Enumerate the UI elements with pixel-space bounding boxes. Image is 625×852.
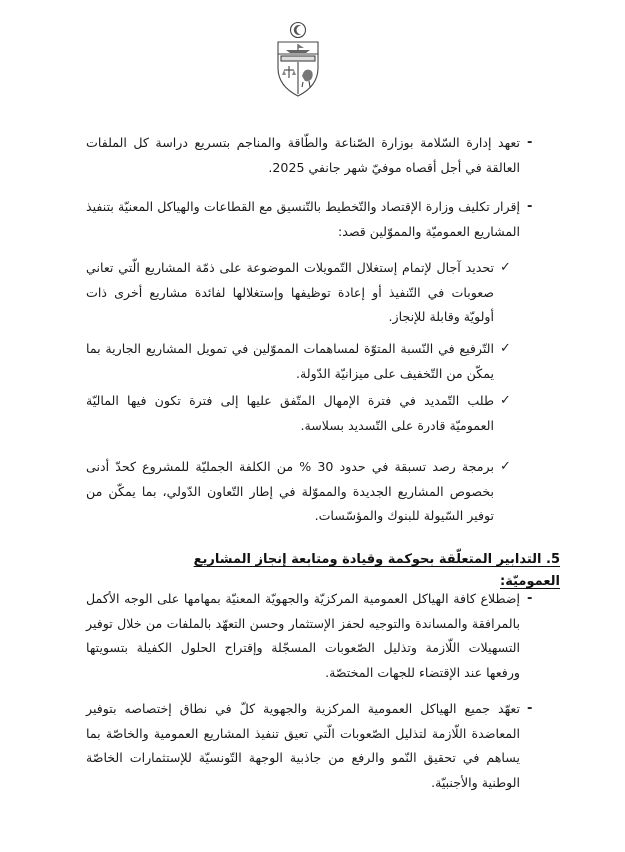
paragraph-bullet-4: تعهّد جميع الهياكل العمومية المركزية والجهوية كلّ في نطاق إختصاصه بتوفير المعاضدة اللّازمة لتذليل الصّعوبات الّتي تعيق تنفيذ المشاريع العمومية والخاصّة بما يساهم في تحقيق النّمو والرفع من جاذبية الوجهة التّونسيّة للإستثمارات الخاصّة الوطنية والأجنبيّة. [86, 701, 520, 790]
paragraph-bullet-1: تعهد إدارة السّلامة بوزارة الصّناعة والطّاقة والمناجم بتسريع دراسة كل الملفات العالقة في أجل أقصاه موفيّ شهر جانفي 2025. [86, 135, 520, 175]
check-item-4: برمجة رصد تسبقة في حدود 30 % من الكلفة الجمليّة للمشروع كحدّ أدنى بخصوص المشاريع الجديدة والمموّلة في إطار التّعاون الدّولي، بما يمكّن من توفير السّيولة للبنوك والمؤسّسات. [86, 459, 494, 523]
check-item-2: التّرفيع في النّسبة المتوّة لمساهمات المموّلين في تمويل المشاريع الجارية بما يمكّن من التّخفيف على ميزانيّة الدّولة. [86, 341, 494, 381]
check-item-1: تحديد آجال لإتمام إستغلال التّمويلات الموضوعة على ذمّة المشاريع الّتي تعاني صعوبات في التّنفيذ أو إعادة توظيفها وإستغلالها لفائدة مشاريع أخرى ذات أولويّة وقابلة للإنجاز. [86, 260, 494, 324]
check-icon: ✓ [500, 260, 511, 275]
paragraph-bullet-2: إقرار تكليف وزارة الإقتصاد والتّخطيط بالتّنسيق مع القطاعات والهياكل المعنيّة بتنفيذ المشاريع العموميّة والمموّلين قصد: [86, 199, 520, 239]
check-icon: ✓ [500, 341, 511, 356]
bullet-dash-marker: - [527, 135, 533, 150]
check-item-3: طلب التّمديد في فترة الإمهال المتّفق عليها إلى فترة تكون فيها الماليّة العموميّة قادرة على التّسديد بسلاسة. [86, 393, 494, 433]
bullet-dash-marker: - [527, 199, 533, 214]
section-5-heading: 5. التدابير المتعلّقة بحوكمة وقيادة ومتابعة إنجاز المشاريع العموميّة: [193, 552, 560, 589]
bullet-dash-marker: - [527, 591, 533, 606]
check-icon: ✓ [500, 393, 511, 408]
tunisia-coat-of-arms-icon [272, 20, 324, 100]
paragraph-bullet-3: إضطلاع كافة الهياكل العمومية المركزيّة والجهويّة المعنيّة بمهامها على الوجه الأكمل بالمرافقة والمساندة والتوجيه لحفز الإستثمار وحسن التعهّد بالملفات من خلال توفير التسهيلات اللّازمة وتذليل الصّعوبات المسجّلة وإقتراح الحلول الكفيلة بتسويتها ورفعها عند الإقتضاء للجهات المختصّة. [86, 591, 520, 680]
bullet-dash-marker: - [527, 701, 533, 716]
check-icon: ✓ [500, 459, 511, 474]
